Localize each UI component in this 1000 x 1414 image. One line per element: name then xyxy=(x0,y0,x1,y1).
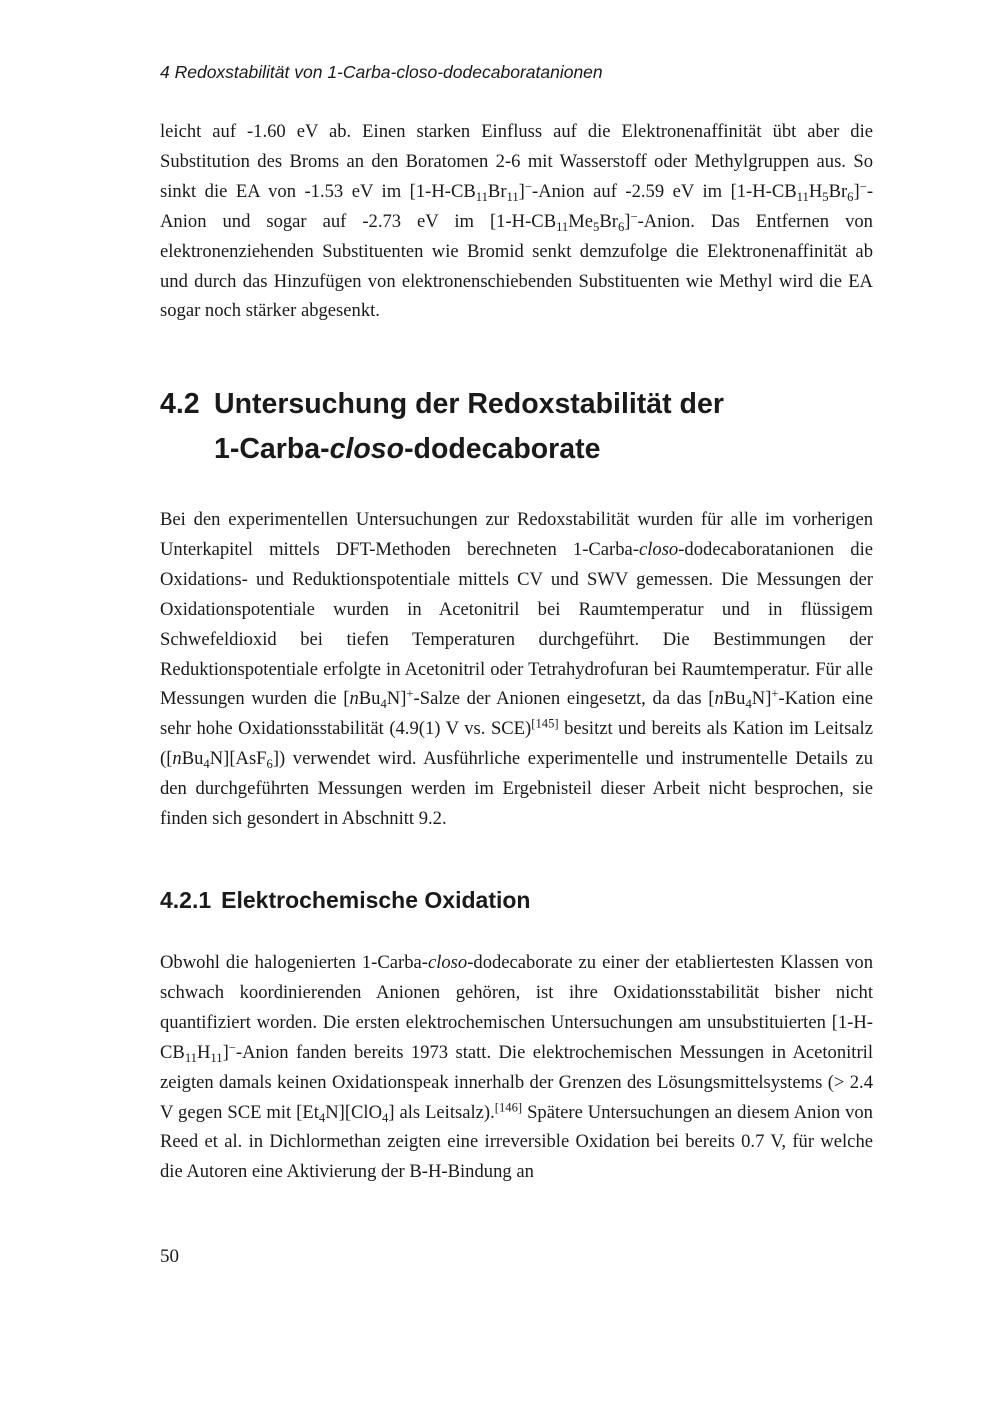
subsection-heading-4-2-1: 4.2.1 Elektrochemische Oxidation xyxy=(160,887,531,913)
page-number: 50 xyxy=(160,1246,179,1267)
citation-145[interactable]: [145] xyxy=(531,717,559,732)
section-heading-4-2: 4.2 Untersuchung der Redoxstabilität der 1-Carba-closo-dodecaborate xyxy=(160,388,724,465)
citation-146[interactable]: [146] xyxy=(494,1100,523,1115)
paragraph-oxidation: Obwohl die halogenierten 1-Carba-closo-dodecaborate zu einer der etabliertesten Klassen von schwach koordinierenden Anionen gehören, ist ihre Oxidationsstabilität bisher nicht quantifiziert worden. Die ersten elektrochemischen Untersuchungen am unsubstituierten $[1-H-CB_{11}H_{11}]^-$-Anion fanden bereits 1973 statt. Die elektrochemischen Messungen in Acetonitril zeigten damals keinen Oxidationspeak innerhalb der Grenzen des Lösungsmittelsystems (> 2.4 V gegen SCE mit $[Et_4N][ClO_4]$ als Leitsalz).[146] Spätere Untersuchungen an diesem Anion von Reed et al. in Dichlormethan zeigten eine irreversible Oxidation bei bereits 0.7 V, für welche die Autoren eine Aktivierung der B-H-Bindung an xyxy=(160,952,873,1183)
running-header: 4 Redoxstabilität von 1-Carba-closo-dodecaboratanionen xyxy=(160,62,603,82)
paragraph-electron-affinity: leicht auf -1.60 eV ab. Einen starken Einfluss auf die Elektronenaffinität übt aber die Substitution des Broms an den Boratomen 2-6 mit Wasserstoff oder Methylgruppen aus. So sinkt die EA von -1.53 eV im $[1-H-CB_{11}Br_{11}]^-$-Anion auf -2.59 eV im $[1-H-CB_{11}H_5Br_6]^-$-Anion und sogar auf -2.73 eV im $[1-H-CB_{11}Me_5Br_6]^-$-Anion. Das Entfernen von elektronenziehenden Substituenten wie Bromid senkt demzufolge die Elektronenaffinität ab und durch das Hinzufügen von elektronenschiebenden Substituenten wie Methyl wird die EA sogar noch stärker abgesenkt. xyxy=(160,121,874,322)
paragraph-experimental-methods: Bei den experimentellen Untersuchungen zur Redoxstabilität wurden für alle im vorherigen Unterkapitel mittels DFT-Methoden berechneten 1-Carba-closo-dodecaboratanionen die Oxidations- und Reduktionspotentiale mittels CV und SWV gemessen. Die Messungen der Oxidationspotentiale wurden in Acetonitril bei Raumtemperatur und in flüssigem Schwefeldioxid bei tiefen Temperaturen durchgeführt. Die Bestimmungen der Reduktionspotentiale erfolgte in Acetonitril oder Tetrahydrofuran bei Raumtemperatur. Für alle Messungen wurden die [nBu$_4$N]+-Salze der Anionen eingesetzt, da das [nBu$_4$N]+-Kation eine sehr hohe Oxidationsstabilität (4.9(1) V vs. SCE)[145] besitzt und bereits als Kation im Leitsalz ([nBu$_4$N][AsF$_6$]) verwendet wird. Ausführliche experimentelle und instrumentelle Details zu den durchgeführten Messungen werden im Ergebnisteil dieser Arbeit nicht besprochen, sie finden sich gesondert in Abschnitt 9.2. xyxy=(160,509,873,830)
